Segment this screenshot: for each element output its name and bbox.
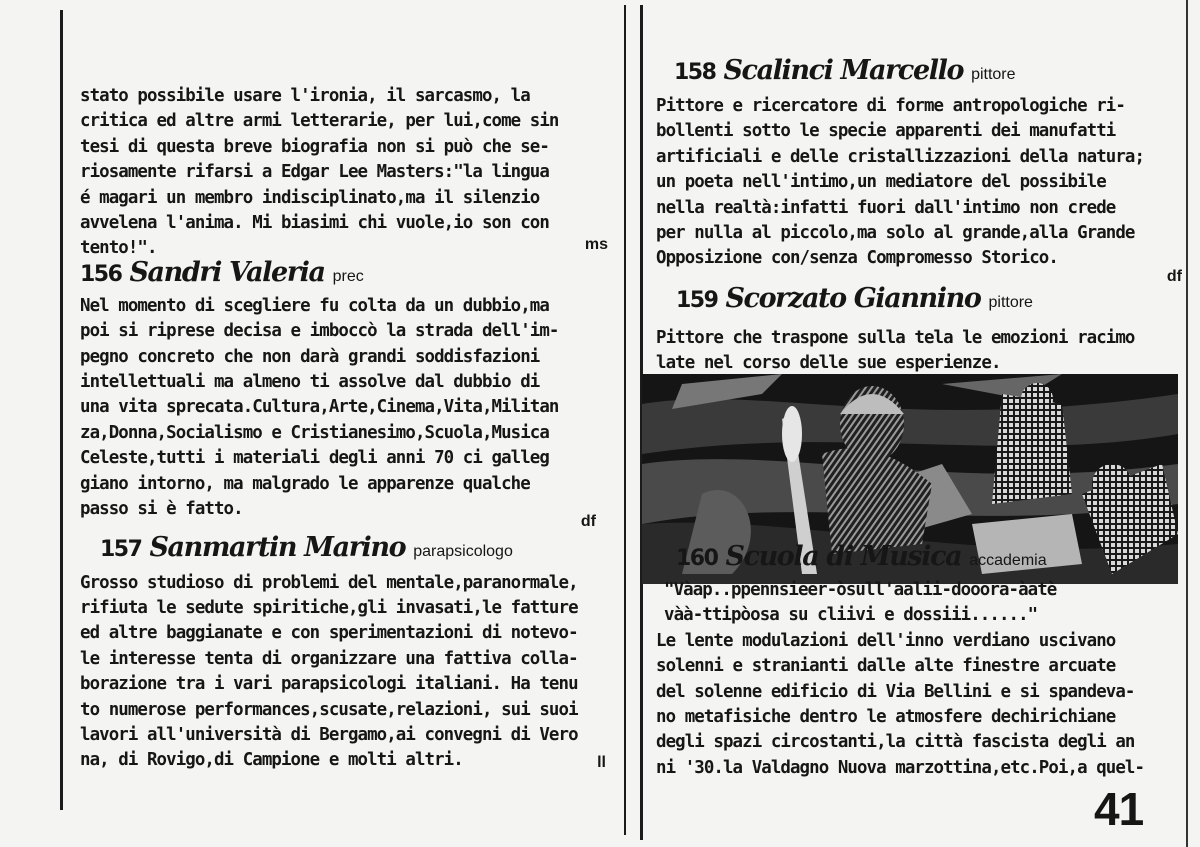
entry-heading-158 bbox=[674, 54, 1186, 92]
text-line: intellettuali ma almeno ti assolve dal dubbio di bbox=[80, 372, 540, 393]
text-line: to numerose performances,scusate,relazioni, sui suoi bbox=[80, 699, 578, 720]
left-page-rule bbox=[60, 10, 63, 810]
entry-role: pittore bbox=[988, 293, 1033, 311]
text-line: no metafisiche dentro le atmosfere dechirichiane bbox=[656, 707, 1116, 728]
entry-body-157 bbox=[80, 571, 620, 774]
entry-name: Scalinci Marcello bbox=[723, 55, 964, 86]
author-initials: ll bbox=[597, 753, 606, 771]
text-line: vàà-ttipòosa su cliivi e dossiii......" bbox=[664, 605, 1038, 626]
text-line: Le lente modulazioni dell'inno verdiano uscivano bbox=[656, 630, 1116, 651]
entry-role: prec bbox=[332, 267, 364, 285]
text-line: passo si è fatto. bbox=[80, 499, 243, 520]
text-line: pegno concreto che non darà grandi soddisfazioni bbox=[80, 346, 540, 367]
text-line: Opposizione con/senza Compromesso Storico. bbox=[656, 248, 1058, 269]
entry-name: Sandri Valeria bbox=[129, 256, 325, 288]
entry-name: Scuola di Musica bbox=[725, 541, 962, 572]
text-line: za,Donna,Socialismo e Cristianesimo,Scuola,Musica bbox=[80, 422, 549, 443]
text-line: per nulla al piccolo,ma solo al grande,alla Grande bbox=[656, 223, 1135, 244]
text-line: Nel momento di scegliere fu colta da un dubbio,ma bbox=[80, 295, 549, 316]
entry-role: parapsicologo bbox=[413, 542, 513, 560]
text-line: una vita sprecata.Cultura,Arte,Cinema,Vita,Militan bbox=[80, 397, 559, 418]
intro-paragraph bbox=[80, 84, 620, 262]
entry-heading-160 bbox=[676, 540, 1186, 578]
entry-body-160 bbox=[656, 578, 1186, 781]
entry-name: Scorzato Giannino bbox=[725, 282, 981, 314]
right-page-edge bbox=[1186, 0, 1188, 847]
text-line: rifiuta le sedute spiritiche,gli invasati,le fatture bbox=[80, 597, 578, 618]
entry-number: 158 bbox=[674, 60, 716, 85]
text-line: Celeste,tutti i materiali degli anni 70 ci galleg bbox=[80, 448, 549, 469]
text-line: "Vàap..ppennsieer-òsull'aalii-dooora-àatè bbox=[664, 580, 1057, 600]
entry-heading-159 bbox=[676, 282, 1186, 320]
entry-body-156 bbox=[80, 294, 620, 523]
text-line: avvelena l'anima. Mi biasimi chi vuole,io son con bbox=[80, 213, 549, 234]
entry-body-159 bbox=[656, 326, 1186, 377]
text-line: critica ed altre armi letterarie, per lui,come sin bbox=[80, 111, 559, 132]
text-line: borazione tra i vari parapsicologi italiani. Ha tenu bbox=[80, 674, 578, 695]
entry-160-block bbox=[656, 540, 1186, 781]
text-line: ni '30.la Valdagno Nuova marzottina,etc.Poi,a quel- bbox=[656, 757, 1145, 778]
text-line: poi si riprese decisa e imboccò la strada dell'im- bbox=[80, 321, 559, 342]
author-initials: df bbox=[580, 512, 596, 530]
text-line: Grosso studioso di problemi del mentale,paranormale, bbox=[80, 572, 578, 593]
entry-number: 160 bbox=[676, 546, 718, 571]
text-line: tento!". bbox=[80, 238, 157, 259]
text-line: nella realtà:infatti fuori dall'intimo non crede bbox=[656, 197, 1116, 218]
text-line: degli spazi circostanti,la città fascista degli an bbox=[656, 732, 1135, 753]
author-initials: df bbox=[1166, 267, 1182, 285]
text-line: ed altre baggianate e con sperimentazioni di notevo- bbox=[80, 623, 578, 644]
gutter-rule-left bbox=[624, 5, 626, 835]
text-line: le interesse tenta di organizzare una fattiva colla- bbox=[80, 648, 578, 669]
entry-number: 156 bbox=[80, 261, 122, 287]
entry-number: 159 bbox=[676, 287, 718, 313]
text-line: del solenne edificio di Via Bellini e si spandeva- bbox=[656, 681, 1135, 702]
entry-name: Sanmartin Marino bbox=[149, 531, 406, 563]
text-line: tesi di questa breve biografia non si può che se- bbox=[80, 136, 549, 157]
text-line: stato possibile usare l'ironia, il sarcasmo, la bbox=[80, 86, 530, 106]
entry-role: accademia bbox=[969, 552, 1047, 569]
text-line: artificiali e delle cristallizzazioni della natura; bbox=[656, 146, 1145, 167]
text-line: riosamente rifarsi a Edgar Lee Masters:"la lingua bbox=[80, 162, 549, 183]
entry-body-158 bbox=[656, 94, 1186, 272]
text-line: na, di Rovigo,di Campione e molti altri. bbox=[80, 750, 463, 771]
text-line: é magari un membro indisciplinato,ma il silenzio bbox=[80, 187, 540, 208]
entry-role: pittore bbox=[971, 66, 1016, 83]
text-line: giano intorno, ma malgrado le apparenze qualche bbox=[80, 473, 530, 494]
text-line: un poeta nell'intimo,un mediatore del possibile bbox=[656, 172, 1106, 193]
entry-heading-157 bbox=[100, 531, 620, 569]
text-line: Pittore che traspone sulla tela le emozioni racimo bbox=[656, 327, 1135, 348]
text-line: lavori all'università di Bergamo,ai convegni di Vero bbox=[80, 724, 578, 745]
text-line: Pittore e ricercatore di forme antropologiche ri- bbox=[656, 96, 1125, 116]
text-line: bollenti sotto le specie apparenti dei manufatti bbox=[656, 121, 1116, 142]
author-initials: ms bbox=[584, 235, 608, 253]
page-number: 41 bbox=[1094, 783, 1144, 835]
text-line: late nel corso delle sue esperienze. bbox=[656, 353, 1001, 374]
left-page-column bbox=[80, 84, 620, 772]
text-line: solenni e stranianti dalle alte finestre arcuate bbox=[656, 656, 1116, 677]
right-page-column bbox=[656, 54, 1186, 377]
entry-number: 157 bbox=[100, 536, 142, 562]
entry-heading-156 bbox=[80, 256, 620, 294]
